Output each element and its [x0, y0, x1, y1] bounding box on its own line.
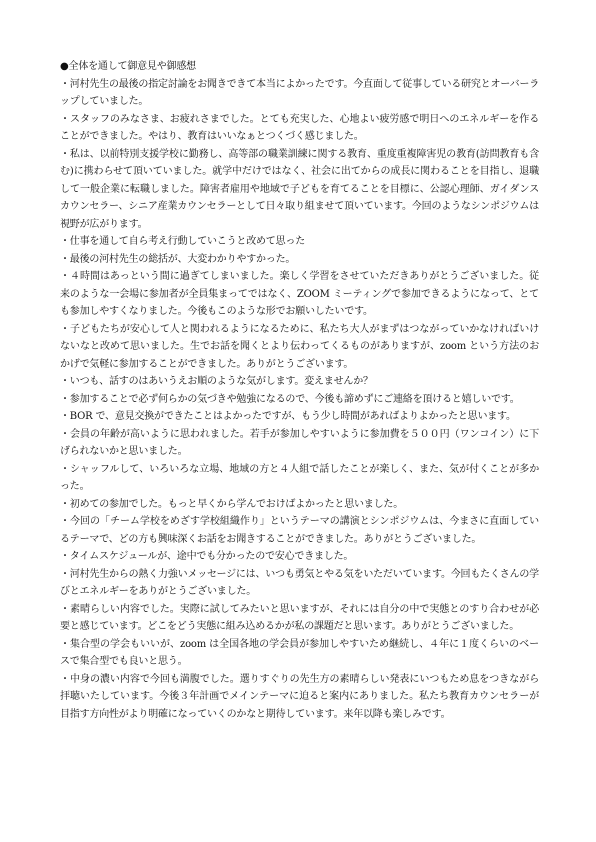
comment-item: ・BOR で、意見交換ができたことはよかったですが、もう少し時間があればよりよかったと思います。: [60, 411, 516, 422]
comment-item: ・河村先生からの熱く力強いメッセージには、いつも勇気とやる気をいただいています。今回もたくさんの学びとエネルギーをありがとうございました。: [60, 568, 539, 597]
comment-item: ・初めての参加でした。もっと早くから学んでおけばよかったと思いました。: [60, 498, 403, 510]
comment-item: ・子どもたちが安心して人と関われるようになるために、私たち大人がまずはつながっていかなければいけないなと改めて思いました。生でお話を聞くとより伝わってくるものがありますが、zoom という方法のおかげで気軽に参加することができました。ありがとうございます。: [60, 323, 539, 370]
section-heading: ●全体を通して御意見や御感想: [60, 61, 196, 72]
comment-item: ・素晴らしい内容でした。実際に試してみたいと思いますが、それには自分の中で実態とのすり合わせが必要と感じています。どこをどう実態に組み込めるかが私の課題だと思います。ありがとうございました。: [60, 603, 539, 632]
comment-item: ・参加することで必ず何らかの気づきや勉強になるので、今後も諦めずにご連絡を頂けると嬉しいです。: [60, 393, 520, 405]
comment-item: ・今回の「チーム学校をめざす学校組織作り」というテーマの講演とシンポジウムは、今まさに直面しているテーマで、どの方も興味深くお話をお聞きすることができました。ありがとうございました。: [60, 516, 539, 545]
document-page: [60, 58, 539, 723]
comment-item: ・河村先生の最後の指定討論をお聞きできて本当によかったです。今直面して従事している研究とオーバーラップしていました。: [60, 78, 539, 107]
comment-item: ・集合型の学会もいいが、zoom は全国各地の学会員が参加しやすいため継続し、４年に１度くらいのベースで集合型でも良いと思う。: [60, 638, 539, 667]
comment-item: ・会員の年齢が高いように思われました。若手が参加しやすいように参加費を５００円（ワンコイン）に下げられないかと思いました。: [60, 428, 539, 457]
comment-item: ・私は、以前特別支援学校に勤務し、高等部の職業訓練に関する教育、重度重複障害児の教育(訪問教育も含む)に携わらせて頂いていました。就学中だけではなく、社会に出てからの成長に関わることを目指し、退職して一般企業に転職しました。障害者雇用や地域で子どもを育てることを目標に、公認心理師、ガイダンスカウンセラー、シニア産業カウンセラーとして日々取り組ませて頂いています。今回のようなシンポジウムは視野が広がります。: [60, 148, 539, 230]
comment-item: ・４時間はあっという間に過ぎてしまいました。楽しく学習をさせていただきありがとうございました。従来のような一会場に参加者が全員集まってではなく、ZOOM ミーティングで参加できるようになって、とても参加しやすくなりました。今後もこのような形でお願いしたいです。: [60, 271, 539, 317]
comment-item: ・最後の河村先生の総括が、大変わかりやすかった。: [60, 253, 296, 265]
comment-item: ・いつも、話すのはあいうえお順のような気がします。変えませんか？: [60, 376, 373, 387]
comment-item: ・タイムスケジュールが、途中でも分かったので安心できました。: [60, 551, 354, 562]
comment-item: ・シャッフルして、いろいろな立場、地域の方と４人組で話したことが楽しく、また、気が付くことが多かった。: [60, 463, 539, 492]
comment-item: ・仕事を通して自ら考え行動していこうと改めて思った: [60, 236, 305, 247]
comment-item: ・中身の濃い内容で今回も満腹でした。選りすぐりの先生方の素晴らしい発表にいつもため息をつきながら拝聴いたしています。今後３年計画でメインテーマに迫ると案内にありました。私たち教育カウンセラーが目指す方向性がより明確になっていくのかなと期待しています。来年以降も楽しみです。: [60, 673, 539, 720]
comment-item: ・スタッフのみなさま、お疲れさまでした。とても充実した、心地よい疲労感で明日へのエネルギーを作ることができました。やはり、教育はいいなぁとつくづく感じました。: [60, 113, 539, 142]
